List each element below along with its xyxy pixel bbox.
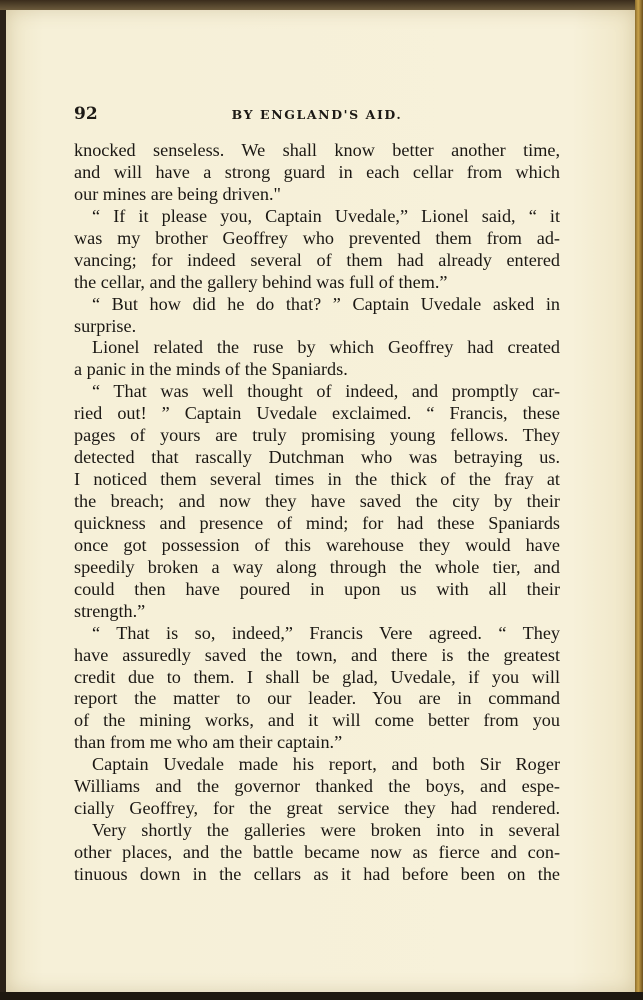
text-line: cially Geoffrey, for the great service they had rendered. <box>74 798 560 819</box>
text-line: surprise. <box>74 315 137 336</box>
text-line: Captain Uvedale made his report, and both Sir Roger <box>92 754 560 775</box>
text-line: “ But how did he do that? ” Captain Uvedale asked in <box>92 293 560 314</box>
text-line: vancing; for indeed several of them had already entered <box>74 249 560 270</box>
running-head: BY ENGLAND'S AID. <box>231 107 403 122</box>
text-line: “ That is so, indeed,” Francis Vere agreed. “ They <box>92 622 560 643</box>
page-top-edge <box>0 0 643 10</box>
text-line: ried out! ” Captain Uvedale exclaimed. “ Francis, these <box>74 403 560 424</box>
text-line: Williams and the governor thanked the boys, and espe- <box>74 776 560 797</box>
text-line: “ That was well thought of indeed, and promptly car- <box>92 381 560 402</box>
text-line: knocked senseless. We shall know better another time, <box>74 140 560 160</box>
text-line: could then have poured in upon us with all their <box>74 578 560 599</box>
text-line: Lionel related the ruse by which Geoffrey had created <box>92 337 560 358</box>
text-line: credit due to them. I shall be glad, Uvedale, if you will <box>74 666 560 687</box>
text-line: have assuredly saved the town, and there is the greatest <box>74 644 560 665</box>
page-right-edge <box>635 0 643 1000</box>
text-line: than from me who am their captain.” <box>74 732 343 753</box>
text-line: pages of yours are truly promising young fellows. They <box>74 425 560 446</box>
page-bottom-edge <box>0 992 643 1000</box>
text-line: other places, and the battle became now as fierce and con- <box>74 842 560 862</box>
text-line: a panic in the minds of the Spaniards. <box>74 359 348 380</box>
text-line: the breach; and now they have saved the city by their <box>74 491 560 511</box>
text-line: Very shortly the galleries were broken into in several <box>92 820 560 841</box>
text-line: the cellar, and the gallery behind was full of them.” <box>74 271 448 292</box>
text-line: of the mining works, and it will come better from you <box>74 710 560 731</box>
text-line: I noticed them several times in the thick of the fray at <box>74 469 560 490</box>
page-header <box>74 104 560 126</box>
body-text <box>74 140 560 886</box>
text-line: “ If it please you, Captain Uvedale,” Lionel said, “ it <box>92 205 560 226</box>
text-line: quickness and presence of mind; for had these Spaniards <box>74 512 560 533</box>
text-line: detected that rascally Dutchman who was betraying us. <box>74 447 560 468</box>
text-line: strength.” <box>74 600 146 621</box>
text-line: once got possession of this warehouse they would have <box>74 534 560 555</box>
text-line: and will have a strong guard in each cellar from which <box>74 161 560 182</box>
page-number: 92 <box>74 104 98 124</box>
text-line: was my brother Geoffrey who prevented them from ad- <box>74 227 560 248</box>
text-line: our mines are being driven." <box>74 183 281 204</box>
text-line: speedily broken a way along through the whole tier, and <box>74 556 560 577</box>
text-line: tinuous down in the cellars as it had before been on the <box>74 863 560 884</box>
text-line: report the matter to our leader. You are in command <box>74 688 560 709</box>
